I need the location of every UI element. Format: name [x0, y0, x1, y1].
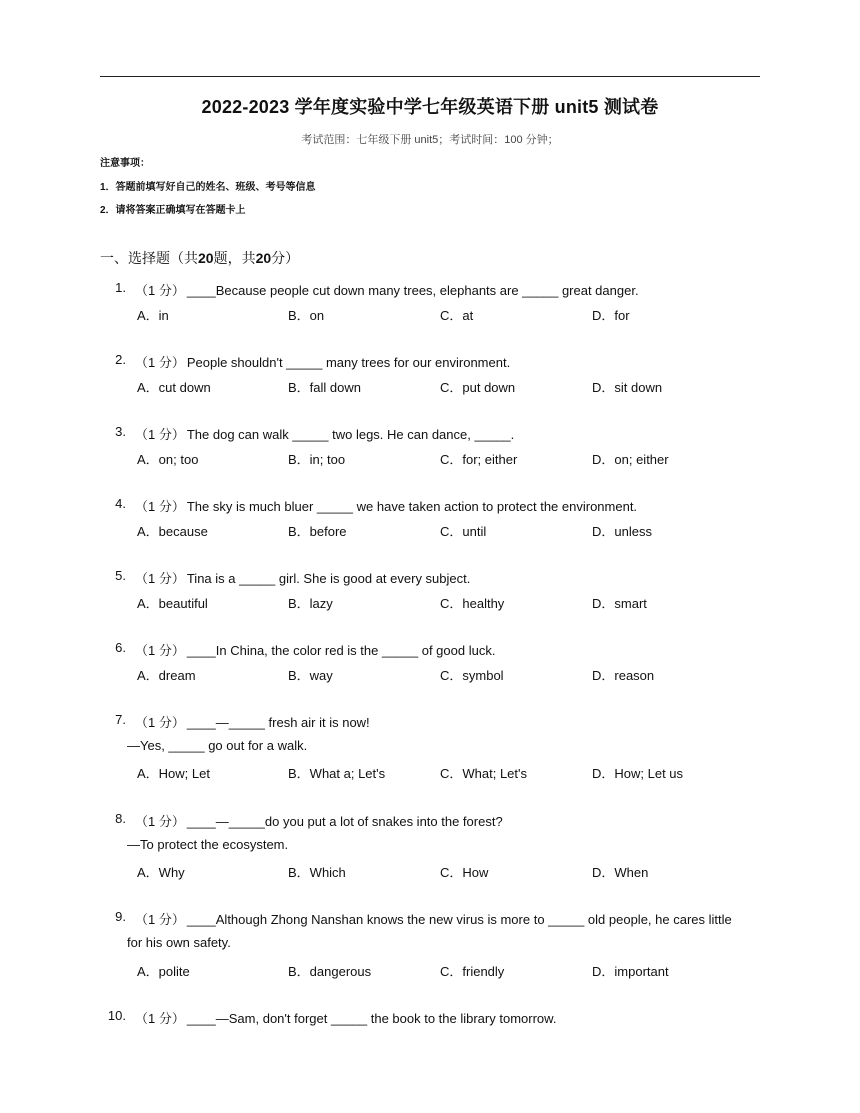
question-number: 2.: [115, 352, 126, 367]
option-b[interactable]: B．before: [288, 524, 347, 539]
exam-info: 考试范围：七年级下册 unit5；考试时间：100 分钟；: [301, 134, 559, 146]
stem-text: People shouldn't _____ many trees for our environment.: [186, 355, 511, 370]
points-label: （1 分）: [135, 1011, 185, 1026]
stem-text: ____Although Zhong Nanshan knows the new virus is more to _____ old people, he cares little: [186, 912, 732, 927]
option-d[interactable]: D．for: [592, 308, 630, 323]
option-b[interactable]: B．lazy: [288, 596, 333, 611]
question-stem: [135, 568, 470, 587]
points-label: （1 分）: [135, 499, 185, 514]
option-a[interactable]: A．beautiful: [137, 596, 208, 611]
option-b[interactable]: B．dangerous: [288, 964, 372, 979]
stem-text: ____—_____ fresh air it is now!: [186, 715, 370, 730]
option-c[interactable]: C．friendly: [440, 964, 505, 979]
question-stem: [135, 280, 639, 299]
option-b[interactable]: B．fall down: [288, 380, 361, 395]
option-c[interactable]: C．for; either: [440, 452, 518, 467]
question-number: 1.: [115, 280, 126, 295]
option-d[interactable]: D．smart: [592, 596, 647, 611]
option-a[interactable]: A．on; too: [137, 452, 199, 467]
points-label: （1 分）: [135, 427, 185, 442]
option-a[interactable]: A．dream: [137, 668, 196, 683]
points-label: （1 分）: [135, 814, 185, 829]
option-b[interactable]: B．on: [288, 308, 325, 323]
section-prefix: 一、选择题（共: [100, 250, 198, 266]
question-number: 4.: [115, 496, 126, 511]
option-d[interactable]: D．sit down: [592, 380, 663, 395]
question-stem: [135, 909, 732, 928]
stem-continuation: —To protect the ecosystem.: [127, 837, 289, 852]
note-item: 2．请将答案正确填写在答题卡上: [100, 205, 246, 216]
question-stem: [135, 1008, 556, 1027]
question-number: 9.: [115, 909, 126, 924]
option-d[interactable]: D．How; Let us: [592, 766, 684, 781]
question-stem: [135, 496, 637, 515]
option-a[interactable]: A．because: [137, 524, 208, 539]
option-d[interactable]: D．When: [592, 865, 649, 880]
points-label: （1 分）: [135, 571, 185, 586]
option-a[interactable]: A．How; Let: [137, 766, 210, 781]
option-c[interactable]: C．How: [440, 865, 489, 880]
question-number: 10.: [107, 1008, 126, 1023]
stem-continuation: for his own safety.: [127, 935, 231, 950]
option-b[interactable]: B．Which: [288, 865, 346, 880]
header-rule: [100, 76, 760, 77]
section-heading: [100, 248, 299, 268]
section-score: 20: [255, 250, 272, 266]
option-a[interactable]: A．polite: [137, 964, 190, 979]
stem-text: ____In China, the color red is the _____ of good luck.: [186, 643, 496, 658]
stem-text: The sky is much bluer _____ we have taken action to protect the environment.: [186, 499, 638, 514]
stem-text: Tina is a _____ girl. She is good at every subject.: [186, 571, 471, 586]
section-mid: 题，共: [213, 250, 256, 266]
option-a[interactable]: A．Why: [137, 865, 185, 880]
option-a[interactable]: A．in: [137, 308, 169, 323]
section-suffix: 分）: [271, 250, 300, 266]
notes-heading: 注意事项：: [100, 158, 150, 169]
question-number: 8.: [115, 811, 126, 826]
question-stem: [135, 424, 514, 443]
option-d[interactable]: D．unless: [592, 524, 652, 539]
note-item: 1．答题前填写好自己的姓名、班级、考号等信息: [100, 182, 316, 193]
question-stem: [135, 640, 495, 659]
stem-text: ____—Sam, don't forget _____ the book to the library tomorrow.: [186, 1011, 557, 1026]
points-label: （1 分）: [135, 912, 185, 927]
points-label: （1 分）: [135, 283, 185, 298]
option-c[interactable]: C．put down: [440, 380, 516, 395]
stem-text: ____Because people cut down many trees, elephants are _____ great danger.: [186, 283, 639, 298]
stem-text: ____—_____do you put a lot of snakes into the forest?: [186, 814, 503, 829]
option-a[interactable]: A．cut down: [137, 380, 211, 395]
option-c[interactable]: C．at: [440, 308, 474, 323]
option-c[interactable]: C．symbol: [440, 668, 504, 683]
question-stem: [135, 811, 503, 830]
option-b[interactable]: B．way: [288, 668, 333, 683]
option-b[interactable]: B．in; too: [288, 452, 346, 467]
question-number: 7.: [115, 712, 126, 727]
stem-text: The dog can walk _____ two legs. He can dance, _____.: [186, 427, 515, 442]
points-label: （1 分）: [135, 715, 185, 730]
option-c[interactable]: C．What; Let's: [440, 766, 528, 781]
question-stem: [135, 352, 510, 371]
points-label: （1 分）: [135, 355, 185, 370]
option-c[interactable]: C．until: [440, 524, 487, 539]
option-b[interactable]: B．What a; Let's: [288, 766, 386, 781]
question-number: 6.: [115, 640, 126, 655]
question-number: 5.: [115, 568, 126, 583]
section-count: 20: [198, 250, 214, 266]
option-c[interactable]: C．healthy: [440, 596, 505, 611]
option-d[interactable]: D．on; either: [592, 452, 669, 467]
points-label: （1 分）: [135, 643, 185, 658]
stem-continuation: —Yes, _____ go out for a walk.: [127, 738, 308, 753]
page-title: 2022-2023 学年度实验中学七年级英语下册 unit5 测试卷: [201, 97, 659, 117]
option-d[interactable]: D．reason: [592, 668, 655, 683]
option-d[interactable]: D．important: [592, 964, 669, 979]
question-stem: [135, 712, 370, 731]
question-number: 3.: [115, 424, 126, 439]
